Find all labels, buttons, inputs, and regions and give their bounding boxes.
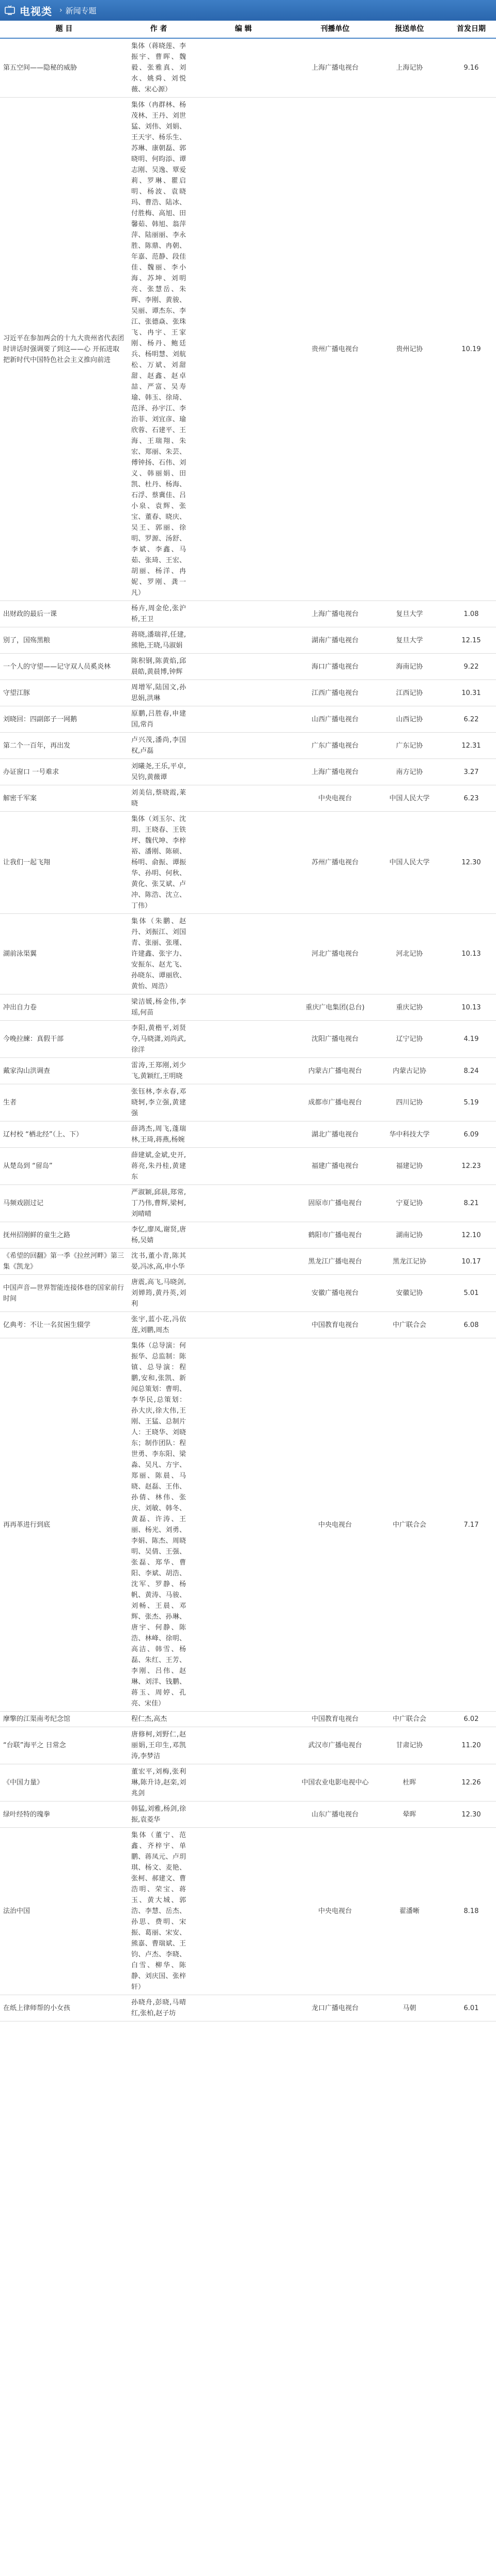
cell-date: 9.22 — [446, 654, 496, 680]
cell-title: “台联”海平之 日常念 — [0, 1727, 128, 1764]
cell-date: 6.01 — [446, 1995, 496, 2021]
column-header-author: 作 者 — [128, 21, 189, 38]
cell-author: 陈积钢,陈黄焰,邱晨皓,黄晨博,钟辉 — [128, 654, 189, 680]
tv-icon — [4, 5, 16, 16]
cell-author: 梁洁媛,杨金伟,李瑶,何苗 — [128, 994, 189, 1021]
table-row — [0, 1764, 496, 1801]
cell-author: 集体（总导演：何振华、总监制：陈镇、总导演：程鹏,安和,张凯、新闻总策划：曹明、李华民,总策划：孙大庆,徐大伟,王刚、王猛、总制片人：王晓华、刘晓东；制作团队：程世勇、李东阳、梁淼、吴凡、方宇、郑丽、陈晨、马晓、赵磊、王伟、孙倩、林伟、张庆、刘敏、韩冬、黄磊、许涛、王丽、杨光、刘勇、李娟、陈杰、周晓明、吴倩、王强、张磊、郑华、曹阳、李斌、胡浩、沈军、罗静、杨帆、黄涛、马骏、刘畅、王晨、邓辉、张杰、孙琳、唐宇、何静、陈浩、林峰、徐明、高洁、韩雪、杨磊、朱红、王芳、李刚、吕伟、赵琳、刘洋、钱鹏、蒋玉、周婷、孔亮、宋佳） — [128, 1338, 189, 1712]
cell-reporter: 辽宁记协 — [373, 1021, 446, 1058]
cell-editor — [189, 785, 298, 812]
table-row — [0, 1712, 496, 1727]
cell-unit: 山西广播电视台 — [298, 706, 373, 733]
cell-reporter: 甘肃记协 — [373, 1727, 446, 1764]
breadcrumb-separator-icon: › — [59, 6, 63, 14]
cell-date: 12.31 — [446, 733, 496, 759]
cell-author: 董宏平,刘梅,张利琳,陈升诗,赵栾,刘兆剑 — [128, 1764, 189, 1801]
cell-title: 在纸上律师帮的小女孩 — [0, 1995, 128, 2021]
cell-editor — [189, 994, 298, 1021]
cell-unit: 安徽广播电视台 — [298, 1275, 373, 1312]
cell-title: 马频戏剧过记 — [0, 1185, 128, 1222]
cell-date: 5.01 — [446, 1275, 496, 1312]
cell-title: 第五空间——隐秘的威胁 — [0, 38, 128, 98]
column-header-title: 题 目 — [0, 21, 128, 38]
table-row — [0, 812, 496, 914]
cell-author: 唐修柯,刘野仁,赵丽娟,王印生,邓凯涛,李梦洁 — [128, 1727, 189, 1764]
cell-unit: 福建广播电视台 — [298, 1148, 373, 1185]
cell-unit: 黑龙江广播电视台 — [298, 1249, 373, 1275]
cell-date: 3.27 — [446, 759, 496, 785]
cell-editor — [189, 627, 298, 654]
cell-title: 亿典考：不让一名贫困生辍学 — [0, 1312, 128, 1338]
cell-reporter: 内蒙古记协 — [373, 1058, 446, 1084]
table-row — [0, 627, 496, 654]
table-row — [0, 1021, 496, 1058]
cell-unit: 内蒙古广播电视台 — [298, 1058, 373, 1084]
cell-editor — [189, 1185, 298, 1222]
cell-unit: 沈阳广播电视台 — [298, 1021, 373, 1058]
cell-author: 雷涛,王郑刚,刘少飞,黄颖红,王明晓 — [128, 1058, 189, 1084]
cell-date: 10.13 — [446, 914, 496, 994]
cell-author: 李阳,黄楷平,刘贤夺,马晓潇,刘尚武,徐洋 — [128, 1021, 189, 1058]
cell-author: 张钰林,李永春,邓晓轲,李立强,黄建强 — [128, 1084, 189, 1121]
cell-reporter: 华中科技大学 — [373, 1121, 446, 1148]
cell-author: 集体（朱鹏、赵丹、刘振江、刘国青、张丽、张瑾、许建鑫、张宇力、安振东、赵尤飞、孙晓东、谭丽欣、黄怡、周浩） — [128, 914, 189, 994]
cell-reporter: 中广联合会 — [373, 1712, 446, 1727]
cell-date: 5.19 — [446, 1084, 496, 1121]
cell-title: 一个人的守望——记守双人员奚炎林 — [0, 654, 128, 680]
cell-reporter: 晕晖 — [373, 1801, 446, 1828]
cell-title: 再再革进行到底 — [0, 1338, 128, 1712]
cell-editor — [189, 1021, 298, 1058]
table-row — [0, 1995, 496, 2021]
cell-unit: 中国农业电影电视中心 — [298, 1764, 373, 1801]
table-row — [0, 680, 496, 706]
cell-unit: 中央电视台 — [298, 1828, 373, 1995]
cell-author: 韩猛,刘雅,杨剑,徐振,袁菱华 — [128, 1801, 189, 1828]
table-row — [0, 1249, 496, 1275]
cell-editor — [189, 1121, 298, 1148]
cell-unit: 河北广播电视台 — [298, 914, 373, 994]
cell-author: 刘美信,蔡晓霞,莱晓 — [128, 785, 189, 812]
table-row — [0, 785, 496, 812]
cell-reporter: 复旦大学 — [373, 627, 446, 654]
cell-reporter: 湖南记协 — [373, 1222, 446, 1249]
cell-date: 10.19 — [446, 98, 496, 601]
cell-unit: 湖南广播电视台 — [298, 627, 373, 654]
cell-unit: 上海广播电视台 — [298, 601, 373, 627]
cell-author: 张宇,蓝小花,冯依莲,刘鹏,周杰 — [128, 1312, 189, 1338]
table-row — [0, 759, 496, 785]
cell-author: 集体（刘玉尔、沈玥、王晓春、王铁坪、魏代坤、李梓裕、潘刚、陈硕、杨明、俞振、谭振华、孙明、何秋、黄化、张艾斌、卢冲、陈浩、沈立、丁伟） — [128, 812, 189, 914]
cell-unit: 上海广播电视台 — [298, 38, 373, 98]
cell-editor — [189, 733, 298, 759]
cell-date: 7.17 — [446, 1338, 496, 1712]
cell-unit: 湖北广播电视台 — [298, 1121, 373, 1148]
cell-reporter: 中广联合会 — [373, 1312, 446, 1338]
cell-date: 12.30 — [446, 1801, 496, 1828]
cell-editor — [189, 1275, 298, 1312]
cell-author: 程仁杰,高杰 — [128, 1712, 189, 1727]
cell-reporter: 中国人民大学 — [373, 812, 446, 914]
cell-reporter: 黑龙江记协 — [373, 1249, 446, 1275]
cell-reporter: 宁夏记协 — [373, 1185, 446, 1222]
table-row — [0, 654, 496, 680]
table-row — [0, 1185, 496, 1222]
cell-reporter: 福建记协 — [373, 1148, 446, 1185]
cell-author: 沈书,董小青,陈其晏,冯冰,高,申小华 — [128, 1249, 189, 1275]
cell-editor — [189, 914, 298, 994]
cell-unit: 鹤阳市广播电视台 — [298, 1222, 373, 1249]
cell-reporter: 河北记协 — [373, 914, 446, 994]
cell-editor — [189, 680, 298, 706]
cell-date: 8.24 — [446, 1058, 496, 1084]
cell-reporter: 广东记协 — [373, 733, 446, 759]
cell-title: 出财政的最后一课 — [0, 601, 128, 627]
cell-editor — [189, 1222, 298, 1249]
cell-title: 别了，国殇黑粮 — [0, 627, 128, 654]
cell-reporter: 重庆记协 — [373, 994, 446, 1021]
cell-title: 抚州招刚鲜的童生之路 — [0, 1222, 128, 1249]
cell-date: 10.13 — [446, 994, 496, 1021]
cell-reporter: 四川记协 — [373, 1084, 446, 1121]
cell-title: 辽村校 “栖北经”（上、下） — [0, 1121, 128, 1148]
cell-editor — [189, 1249, 298, 1275]
category-title: 电视类 — [20, 5, 52, 18]
cell-title: 守望江豚 — [0, 680, 128, 706]
cell-author: 蒋晓,潘瑞祥,任建,熊艳,王晓,马淑娟 — [128, 627, 189, 654]
cell-title: 中国声音—世界智能连接体巷的国家前行时间 — [0, 1275, 128, 1312]
cell-title: 解密千军案 — [0, 785, 128, 812]
cell-editor — [189, 1995, 298, 2021]
cell-author: 严淑颖,邱晨,郑常,丁乃伟,曹辉,梁柯,刘晴晴 — [128, 1185, 189, 1222]
cell-editor — [189, 1801, 298, 1828]
cell-date: 12.26 — [446, 1764, 496, 1801]
cell-title: 刘晓回：四副郎子一网鹅 — [0, 706, 128, 733]
cell-unit: 中国教育电视台 — [298, 1312, 373, 1338]
cell-editor — [189, 1084, 298, 1121]
cell-reporter: 南方记协 — [373, 759, 446, 785]
cell-editor — [189, 1312, 298, 1338]
cell-date: 8.21 — [446, 1185, 496, 1222]
cell-title: 从楚岛到 “留岛” — [0, 1148, 128, 1185]
cell-reporter: 贵州记协 — [373, 98, 446, 601]
cell-title: 摩擎的江渠南考纪念馆 — [0, 1712, 128, 1727]
cell-date: 6.02 — [446, 1712, 496, 1727]
cell-unit: 固原市广播电视台 — [298, 1185, 373, 1222]
cell-editor — [189, 1712, 298, 1727]
cell-author: 卢兴茂,潘尚,李国权,卢磊 — [128, 733, 189, 759]
column-header-reporter: 报送单位 — [373, 21, 446, 38]
cell-title: 湖前泳渠翼 — [0, 914, 128, 994]
cell-unit: 中央电视台 — [298, 1338, 373, 1712]
cell-unit: 山东广播电视台 — [298, 1801, 373, 1828]
table-row — [0, 601, 496, 627]
cell-title: 《希望的回翻》第一季《拉丝河畔》第三集《凯龙》 — [0, 1249, 128, 1275]
cell-title: 第二个一百年，再出发 — [0, 733, 128, 759]
table-row — [0, 1121, 496, 1148]
cell-title: 让我们一起飞翔 — [0, 812, 128, 914]
cell-author: 原鹏,吕胜春,申建国,常肖 — [128, 706, 189, 733]
cell-reporter: 江西记协 — [373, 680, 446, 706]
table-row — [0, 1148, 496, 1185]
cell-editor — [189, 1727, 298, 1764]
table-row — [0, 1058, 496, 1084]
cell-reporter: 海南记协 — [373, 654, 446, 680]
table-row — [0, 1275, 496, 1312]
cell-author: 孙晓舟,彭晓,马晴红,张柏,赵子坊 — [128, 1995, 189, 2021]
table-row — [0, 733, 496, 759]
cell-author: 集体（冉群林、杨茂林、王丹、刘世猛、刘伟、刘娟、王天宇、杨乐生、苏琳、康朝磊、郭晓明、何昀添、谭志刚、吴逸、覃爱莉、罗琳、瞿启明、杨波、袁晓玛、曹浩、陆冰、付胜梅、高旭、田馨茹、韩旭、翁萍萍、陆丽丽、李永胜、陈鼎、冉朝、年嘉、范静、段佳佳、魏丽、李小海、苏坤、刘明亮、张慧岳、朱晖、李刚、黄骏、吴丽、谭杰东、李江、张德焱、张珠飞、冉宇、王家刚、杨丹、鲍廷兵、杨明慧、刘航松、万斌、刘甜甜、赵鑫、赵卓喆、严富、吴寿瑜、韩玉、徐琦、范泽、孙宇江、李治菲、刘宜彦、瑜欣蓉、石建平、王海、王瑞翔、朱宏、郑丽、朱芸、傅钟扬、石伟、刘义、韩丽娟、田凯、杜丹、杨海、石浮、蔡冀佳、吕小泉、袁辉、张宝、董春、晓庆、吴王、郭丽、徐明、罗源、汤舒、李斌、李鑫、马茹、张琦、王宏、胡丽、杨洋、冉妮、罗刚、龚一凡） — [128, 98, 189, 601]
category-header-bar — [0, 0, 496, 21]
cell-editor — [189, 98, 298, 601]
cell-reporter: 上海记协 — [373, 38, 446, 98]
cell-title: 绿叶经特的瑰拳 — [0, 1801, 128, 1828]
cell-editor — [189, 654, 298, 680]
table-row — [0, 706, 496, 733]
cell-title: 冲出自力卷 — [0, 994, 128, 1021]
column-header-unit: 刊播单位 — [298, 21, 373, 38]
table-row — [0, 98, 496, 601]
cell-reporter: 中国人民大学 — [373, 785, 446, 812]
cell-date: 1.08 — [446, 601, 496, 627]
cell-reporter: 杜晖 — [373, 1764, 446, 1801]
cell-author: 刘曦尧,王乐,平卓,吴钧,黄薇谭 — [128, 759, 189, 785]
table-row — [0, 994, 496, 1021]
cell-unit: 上海广播电视台 — [298, 759, 373, 785]
cell-reporter: 马朝 — [373, 1995, 446, 2021]
cell-author: 周增军,陆国文,孙思娟,洪琳 — [128, 680, 189, 706]
cell-editor — [189, 601, 298, 627]
cell-reporter: 复旦大学 — [373, 601, 446, 627]
table-row — [0, 1801, 496, 1828]
cell-unit: 中央电视台 — [298, 785, 373, 812]
cell-editor — [189, 1058, 298, 1084]
cell-unit: 武汉市广播电视台 — [298, 1727, 373, 1764]
cell-date: 9.16 — [446, 38, 496, 98]
cell-author: 薛鸿杰,周飞,蓬瑞林,王琦,蒋燕,杨婉 — [128, 1121, 189, 1148]
cell-unit: 江西广播电视台 — [298, 680, 373, 706]
table-row — [0, 1828, 496, 1995]
cell-date: 4.19 — [446, 1021, 496, 1058]
cell-title: 办证窗口 一号难求 — [0, 759, 128, 785]
cell-editor — [189, 759, 298, 785]
cell-date: 6.08 — [446, 1312, 496, 1338]
cell-title: 戴家沟山洪调查 — [0, 1058, 128, 1084]
cell-author: 杨卉,周金伦,张沪桥,王卫 — [128, 601, 189, 627]
column-header-editor: 编 辑 — [189, 21, 298, 38]
cell-editor — [189, 1764, 298, 1801]
cell-reporter: 安徽记协 — [373, 1275, 446, 1312]
column-header-date: 首发日期 — [446, 21, 496, 38]
table-row — [0, 1727, 496, 1764]
cell-date: 10.17 — [446, 1249, 496, 1275]
cell-date: 6.22 — [446, 706, 496, 733]
cell-title: 今晚拉練：真假干部 — [0, 1021, 128, 1058]
cell-date: 6.23 — [446, 785, 496, 812]
cell-author: 集体（董宁、范鑫、齐梓宇、单鹏、蒋凤元、卢玥琪、杨文、麦艳、张柯、郝建文、曹浩明、荣宝、蒋玉、黄大城、郭浩、李慧、岳杰、孙思、费明、宋振、葛丽、宋安、熊嘉、曹瑞斌、王钧、卢杰、李晓、白雪、柳华、陈静、刘庆国、张梓轩） — [128, 1828, 189, 1995]
table-row — [0, 1222, 496, 1249]
cell-date: 12.30 — [446, 812, 496, 914]
breadcrumb-current[interactable]: 新闻专题 — [65, 6, 97, 15]
cell-title: 《中国力量》 — [0, 1764, 128, 1801]
cell-date: 12.10 — [446, 1222, 496, 1249]
cell-author: 薛建斌,金斌,史开,蒋亮,朱丹桂,黄建东 — [128, 1148, 189, 1185]
cell-author: 集体（蒋晓莲、李振宇、曹晖、魏毅、张雅真、刘水、姚舜、刘悦薇、宋心源） — [128, 38, 189, 98]
cell-date: 8.18 — [446, 1828, 496, 1995]
cell-unit: 海口广播电视台 — [298, 654, 373, 680]
table-row — [0, 38, 496, 98]
table-row — [0, 1084, 496, 1121]
cell-date: 10.31 — [446, 680, 496, 706]
cell-title: 习近平在参加两会的十九大贵州省代表团时讲话时强调要了到这——心 开拓进取 把新时代中国特色社会主义推向前进 — [0, 98, 128, 601]
cell-author: 李忆,廖凤,谢贤,唐杨,吴婧 — [128, 1222, 189, 1249]
cell-reporter: 中广联合会 — [373, 1338, 446, 1712]
cell-reporter: 山西记协 — [373, 706, 446, 733]
awards-table — [0, 21, 496, 2021]
cell-unit: 成都市广播电视台 — [298, 1084, 373, 1121]
cell-unit: 苏州广播电视台 — [298, 812, 373, 914]
cell-title: 法治中国 — [0, 1828, 128, 1995]
cell-unit: 中国教育电视台 — [298, 1712, 373, 1727]
cell-unit: 广东广播电视台 — [298, 733, 373, 759]
cell-unit: 贵州广播电视台 — [298, 98, 373, 601]
cell-date: 11.20 — [446, 1727, 496, 1764]
cell-date: 6.09 — [446, 1121, 496, 1148]
cell-unit: 重庆广电集团(总台) — [298, 994, 373, 1021]
table-row — [0, 1312, 496, 1338]
cell-editor — [189, 38, 298, 98]
cell-date: 12.23 — [446, 1148, 496, 1185]
table-row — [0, 914, 496, 994]
table-row — [0, 1338, 496, 1712]
cell-editor — [189, 1338, 298, 1712]
cell-unit: 龙口广播电视台 — [298, 1995, 373, 2021]
cell-editor — [189, 812, 298, 914]
table-header-row — [0, 21, 496, 38]
cell-editor — [189, 1148, 298, 1185]
cell-editor — [189, 706, 298, 733]
cell-date: 12.15 — [446, 627, 496, 654]
cell-editor — [189, 1828, 298, 1995]
cell-title: 生者 — [0, 1084, 128, 1121]
cell-author: 唐震,高飞,马晓剑,刘婵筠,黄丹英,刘利 — [128, 1275, 189, 1312]
cell-reporter: 翟潘晰 — [373, 1828, 446, 1995]
